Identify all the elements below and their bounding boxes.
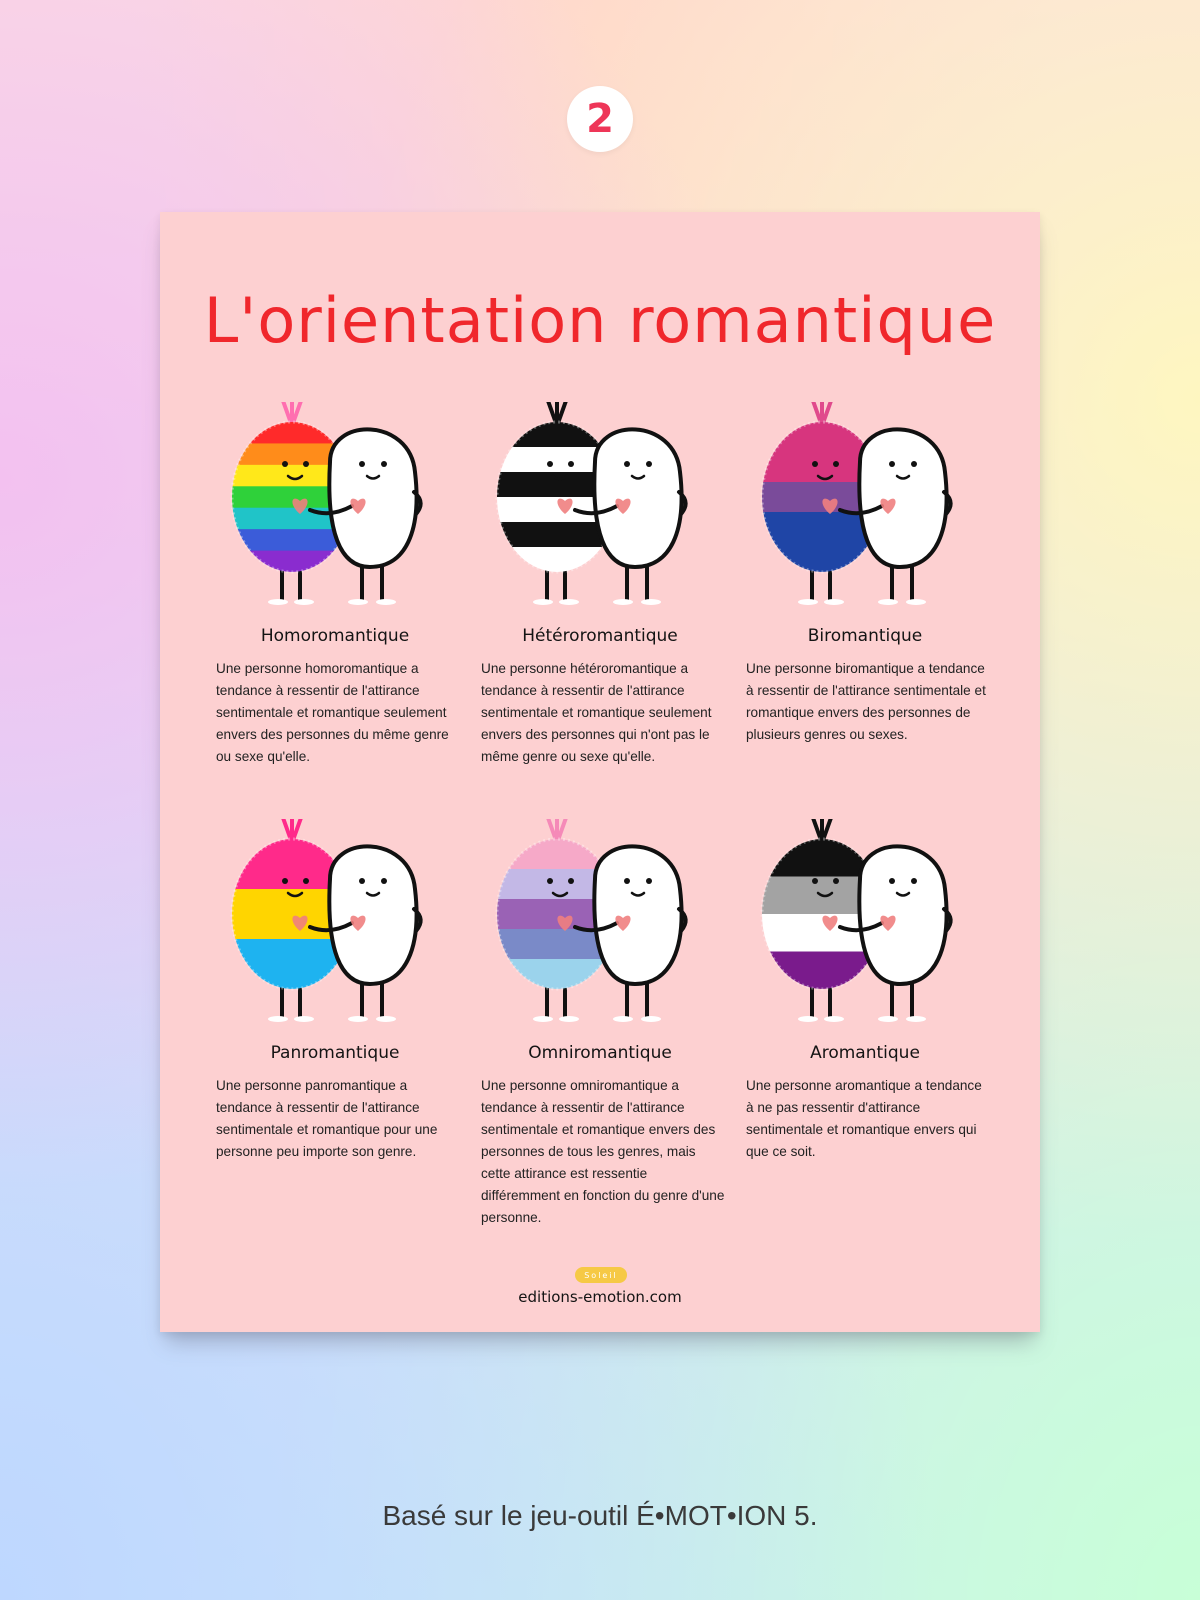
omni-flag-creature-icon [495, 819, 705, 1029]
card-description: Une personne hétéroromantique a tendance à ressentir de l'attirance sentimentale et romantique seulement envers des personnes qui n'ont pas le même genre ou sexe qu'elle. [481, 661, 712, 764]
card-omniromantique [475, 819, 725, 1229]
card-title: Homoromantique [260, 626, 410, 646]
footer-caption: Basé sur le jeu-outil É•MOT•ION 5. [382, 1500, 818, 1531]
poster-title: L'orientation romantique [203, 284, 997, 357]
card-title: Panromantique [270, 1043, 400, 1063]
black-white-stripe-creature-icon [495, 402, 705, 612]
card-aromantique [740, 819, 990, 1163]
website-link[interactable]: editions-emotion.com [518, 1288, 682, 1306]
card-biromantique [740, 402, 990, 746]
rainbow-flag-creature-icon [230, 402, 440, 612]
card-description: Une personne aromantique a tendance à ne pas ressentir d'attirance sentimentale et romantique envers qui que ce soit. [746, 1078, 982, 1159]
step-number-badge: 2 [567, 86, 633, 152]
card-description: Une personne biromantique a tendance à ressentir de l'attirance sentimentale et romantique envers des personnes de plusieurs genres ou sexes. [746, 661, 986, 742]
bi-flag-creature-icon [760, 402, 970, 612]
card-title: Hétéroromantique [522, 626, 678, 646]
card-title: Biromantique [807, 626, 923, 646]
card-title: Omniromantique [528, 1043, 672, 1063]
pan-flag-creature-icon [230, 819, 440, 1029]
soleil-badge: Soleil [575, 1267, 627, 1283]
card-title: Aromantique [810, 1043, 920, 1063]
poster [160, 212, 1040, 1332]
card-heteroromantique [475, 402, 725, 768]
card-panromantique [210, 819, 460, 1163]
card-description: Une personne panromantique a tendance à ressentir de l'attirance sentimentale et romantique pour une personne peu importe son genre. [216, 1078, 438, 1159]
card-description: Une personne homoromantique a tendance à ressentir de l'attirance sentimentale et romantique seulement envers des personnes du même genre ou sexe qu'elle. [216, 661, 449, 764]
card-description: Une personne omniromantique a tendance à ressentir de l'attirance sentimentale et romantique envers des personnes de tous les genres, mais cette attirance est ressentie différemment en fonction du genre d'une personne. [481, 1078, 725, 1225]
ace-flag-creature-icon [760, 819, 970, 1029]
card-homoromantique [210, 402, 460, 768]
